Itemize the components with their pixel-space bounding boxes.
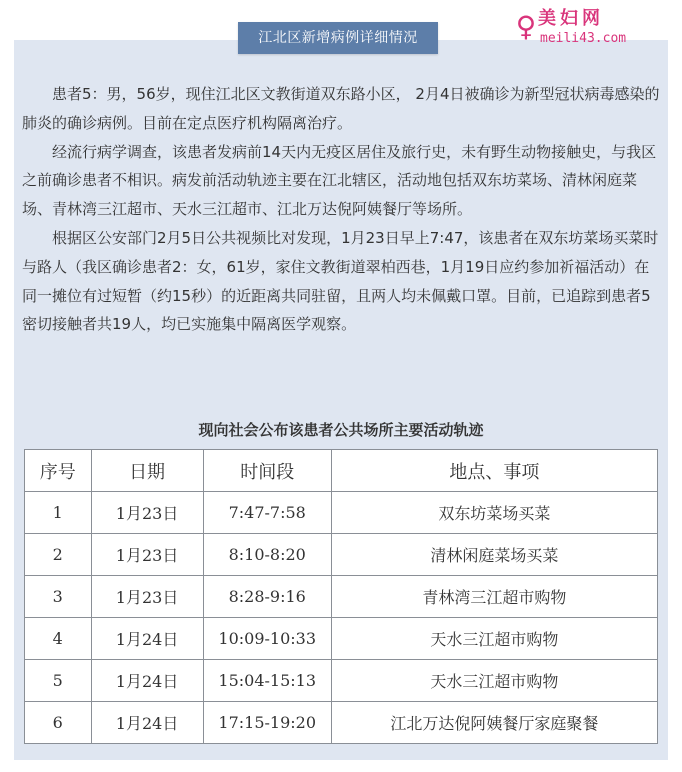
table-row [25, 660, 658, 702]
paragraph-contact-tracing: 根据区公安部门2月5日公共视频比对发现，1月23日早上7:47，该患者在双东坊菜场买菜时与路人（我区确诊患者2：女，61岁，家住文教街道翠柏西巷，1月19日应约参加祈福活动）在同一摊位有过短暂（约15秒）的近距离共同驻留，且两人均未佩戴口罩。目前，已追踪到患者5密切接触者共19人，均已实施集中隔离医学观察。 [22, 228, 659, 334]
cell-place: 江北万达倪阿姨餐厅家庭聚餐 [331, 702, 657, 744]
cell-place: 清林闲庭菜场买菜 [331, 534, 657, 576]
table-row [25, 576, 658, 618]
cell-index: 2 [25, 534, 92, 576]
cell-index: 5 [25, 660, 92, 702]
cell-date: 1月23日 [91, 534, 203, 576]
cell-date: 1月24日 [91, 618, 203, 660]
table-row [25, 618, 658, 660]
article-body [22, 80, 662, 339]
watermark-domain: meili43.com [540, 31, 627, 46]
cell-place: 青林湾三江超市购物 [331, 576, 657, 618]
watermark [512, 6, 672, 52]
cell-date: 1月23日 [91, 576, 203, 618]
table-title: 现向社会公布该患者公共场所主要活动轨迹 [198, 421, 484, 439]
cell-date: 1月23日 [91, 492, 203, 534]
cell-time: 17:15-19:20 [203, 702, 331, 744]
cell-time: 15:04-15:13 [203, 660, 331, 702]
watermark-site-name: 美妇网 [538, 8, 604, 29]
cell-index: 4 [25, 618, 92, 660]
section-title-banner: 江北区新增病例详细情况 [238, 22, 438, 54]
table-header-row [25, 450, 658, 492]
header-time: 时间段 [203, 450, 331, 492]
cell-place: 天水三江超市购物 [331, 660, 657, 702]
cell-time: 8:28-9:16 [203, 576, 331, 618]
cell-date: 1月24日 [91, 702, 203, 744]
cell-place: 天水三江超市购物 [331, 618, 657, 660]
table-row [25, 702, 658, 744]
table-row [25, 492, 658, 534]
activity-track-table [24, 449, 658, 744]
header-date: 日期 [91, 450, 203, 492]
cell-date: 1月24日 [91, 660, 203, 702]
header-place: 地点、事项 [331, 450, 657, 492]
cell-time: 10:09-10:33 [203, 618, 331, 660]
cell-index: 6 [25, 702, 92, 744]
cell-time: 8:10-8:20 [203, 534, 331, 576]
table-row [25, 534, 658, 576]
cell-index: 1 [25, 492, 92, 534]
cell-time: 7:47-7:58 [203, 492, 331, 534]
paragraph-epidemiology: 经流行病学调查，该患者发病前14天内无疫区居住及旅行史，未有野生动物接触史，与我区之前确诊患者不相识。病发前活动轨迹主要在江北辖区，活动地包括双东坊菜场、清林闲庭菜场、青林湾三江超市、天水三江超市、江北万达倪阿姨餐厅等场所。 [22, 142, 657, 219]
paragraph-patient-info: 患者5：男，56岁，现住江北区文教街道双东路小区， 2月4日被确诊为新型冠状病毒感染的肺炎的确诊病例。目前在定点医疗机构隔离治疗。 [22, 85, 660, 132]
header-index: 序号 [25, 450, 92, 492]
cell-index: 3 [25, 576, 92, 618]
watermark-logo-icon: ♀ [515, 10, 537, 43]
cell-place: 双东坊菜场买菜 [331, 492, 657, 534]
